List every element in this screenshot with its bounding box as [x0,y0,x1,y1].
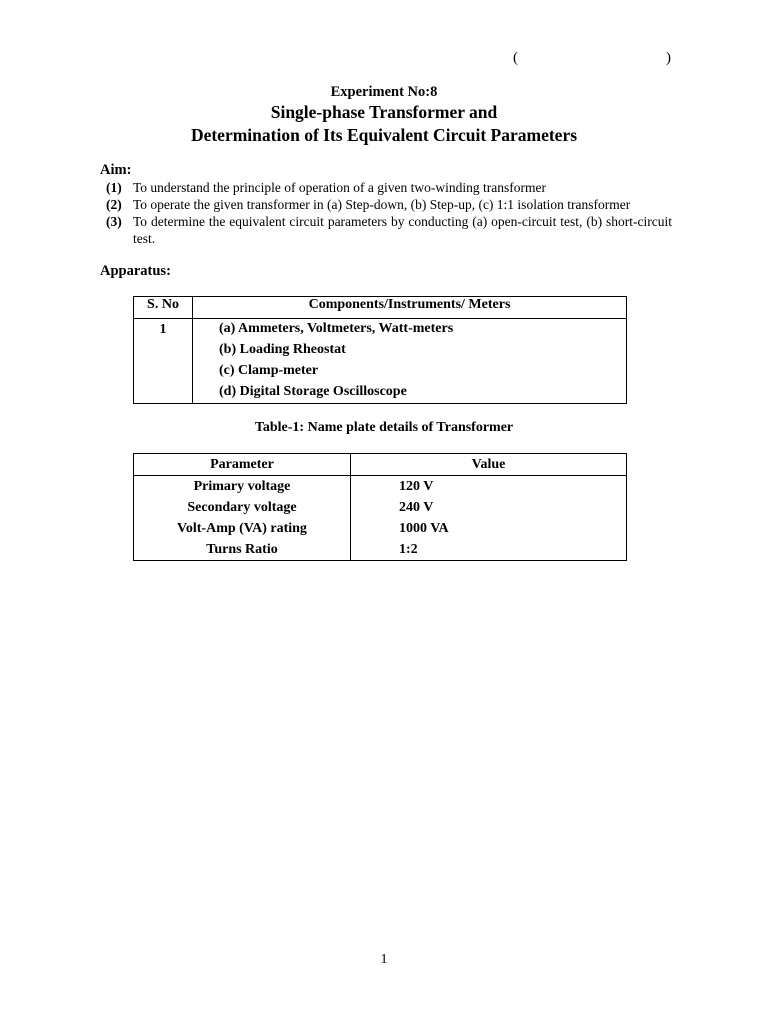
date-field [513,50,671,67]
table-row [134,539,627,561]
component-item: (b) Loading Rheostat [219,342,346,357]
nameplate-table-caption: Table-1: Name plate details of Transformer [254,420,514,435]
aim-item-number: (3) [106,214,122,229]
aim-item-number: (1) [106,180,122,195]
apparatus-table [133,296,627,404]
table-row [134,476,627,498]
page-number: 1 [380,952,388,967]
date-close-paren: ) [666,50,671,66]
column-header-sno: S. No [134,297,193,319]
table-header-row [134,454,627,476]
column-header-value: Value [351,454,627,476]
apparatus-heading: Apparatus: [100,263,171,279]
page-title-line-1: Single-phase Transformer and [270,102,498,122]
component-item: (c) Clamp-meter [219,363,319,378]
aim-list [100,179,672,247]
parameter-cell: Primary voltage [134,476,351,498]
value-cell: 1:2 [351,539,627,561]
value-cell: 120 V [351,476,627,498]
aim-heading: Aim: [100,162,132,178]
experiment-number: Experiment No:8 [330,84,438,100]
date-open-paren: ( [513,50,518,66]
aim-item-text: To understand the principle of operation of a given two-winding transformer [133,180,546,195]
column-header-parameter: Parameter [134,454,351,476]
table-row [134,497,627,518]
table-row [134,319,627,404]
parameter-cell: Secondary voltage [134,497,351,518]
component-item: (a) Ammeters, Voltmeters, Watt-meters [219,321,454,336]
page-title-line-2: Determination of Its Equivalent Circuit Parameters [190,125,578,145]
component-item: (d) Digital Storage Oscilloscope [219,384,407,399]
parameter-cell: Turns Ratio [134,539,351,561]
parameter-cell: Volt-Amp (VA) rating [134,518,351,539]
aim-item [100,196,672,213]
aim-item [100,179,672,196]
aim-item-text: To determine the equivalent circuit parameters by conducting (a) open-circuit test, (b) short-circuit test. [133,214,672,246]
aim-item-text: To operate the given transformer in (a) Step-down, (b) Step-up, (c) 1:1 isolation transformer [133,197,631,212]
table-header-row [134,297,627,319]
value-cell: 240 V [351,497,627,518]
column-header-components: Components/Instruments/ Meters [193,297,627,319]
value-cell: 1000 VA [351,518,627,539]
table-row [134,518,627,539]
components-cell [193,319,627,404]
aim-item-number: (2) [106,197,122,212]
aim-item [100,213,672,247]
nameplate-table [133,453,627,561]
sno-cell: 1 [134,319,193,404]
